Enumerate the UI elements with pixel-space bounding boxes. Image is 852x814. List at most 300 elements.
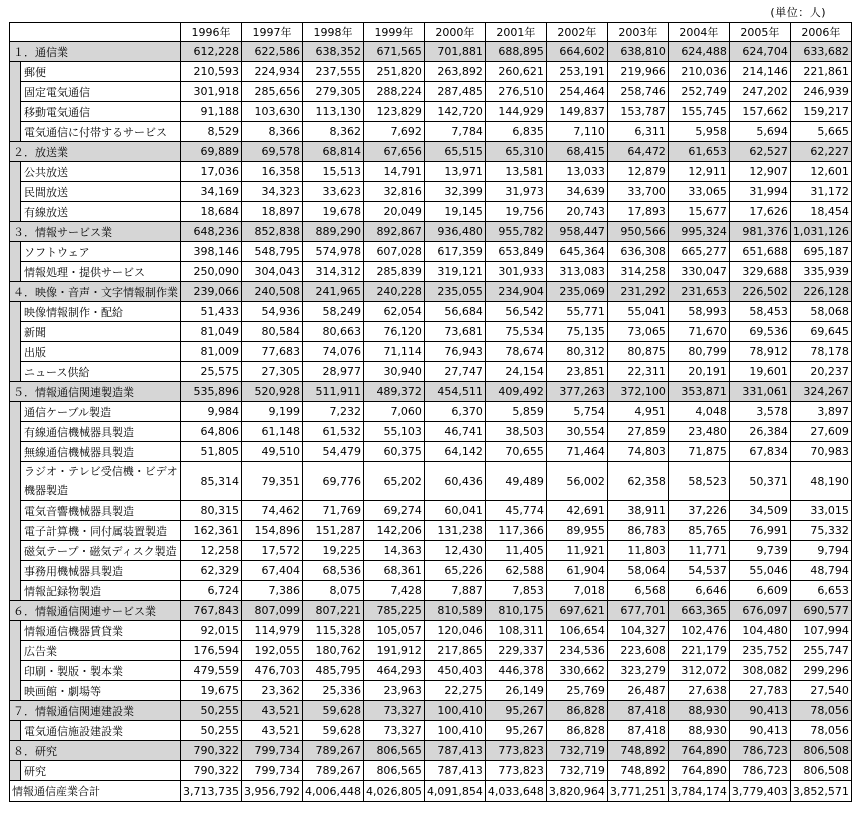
value-cell: 1,031,126 [790,222,851,242]
value-cell: 34,509 [729,501,790,521]
category-row [10,701,852,721]
value-cell: 4,006,448 [302,781,363,802]
value-cell: 617,359 [424,242,485,262]
value-cell: 80,315 [181,501,242,521]
value-cell: 69,536 [729,322,790,342]
subcategory-label: 情報通信機器賃貸業 [21,621,181,641]
table-row [10,462,852,501]
value-cell: 636,308 [607,242,668,262]
value-cell: 446,378 [485,661,546,681]
value-cell: 19,225 [302,541,363,561]
value-cell: 33,065 [668,182,729,202]
value-cell: 806,508 [790,761,851,781]
value-cell: 27,783 [729,681,790,701]
value-cell: 58,523 [668,462,729,501]
subcategory-label: 電気通信施設建設業 [21,721,181,741]
value-cell: 785,225 [363,601,424,621]
subcategory-label: 有線通信機械器具製造 [21,422,181,442]
value-cell: 65,226 [424,561,485,581]
table-row [10,162,852,182]
value-cell: 67,656 [363,142,424,162]
value-cell: 17,036 [181,162,242,182]
value-cell: 8,075 [302,581,363,601]
value-cell: 18,897 [241,202,302,222]
value-cell: 64,472 [607,142,668,162]
value-cell: 20,191 [668,362,729,382]
value-cell: 234,536 [546,641,607,661]
value-cell: 6,609 [729,581,790,601]
value-cell: 102,476 [668,621,729,641]
value-cell: 18,454 [790,202,851,222]
value-cell: 74,462 [241,501,302,521]
value-cell: 665,277 [668,242,729,262]
value-cell: 7,232 [302,402,363,422]
value-cell: 149,837 [546,102,607,122]
value-cell: 62,054 [363,302,424,322]
indent-cell [10,641,21,661]
value-cell: 955,782 [485,222,546,242]
value-cell: 372,100 [607,382,668,402]
value-cell: 25,336 [302,681,363,701]
value-cell: 574,978 [302,242,363,262]
value-cell: 210,036 [668,62,729,82]
value-cell: 74,076 [302,342,363,362]
value-cell: 8,362 [302,122,363,142]
indent-cell [10,162,21,182]
indent-cell [10,761,21,781]
value-cell: 7,110 [546,122,607,142]
value-cell: 7,692 [363,122,424,142]
value-cell: 624,488 [668,42,729,62]
value-cell: 235,752 [729,641,790,661]
value-cell: 314,258 [607,262,668,282]
value-cell: 32,399 [424,182,485,202]
value-cell: 27,609 [790,422,851,442]
value-cell: 159,217 [790,102,851,122]
value-cell: 26,149 [485,681,546,701]
value-cell: 162,361 [181,521,242,541]
value-cell: 54,537 [668,561,729,581]
value-cell: 767,843 [181,601,242,621]
value-cell: 981,376 [729,222,790,242]
value-cell: 45,774 [485,501,546,521]
value-cell: 255,747 [790,641,851,661]
value-cell: 377,263 [546,382,607,402]
table-row [10,362,852,382]
value-cell: 314,312 [302,262,363,282]
value-cell: 95,267 [485,721,546,741]
value-cell: 806,508 [790,741,851,761]
table-row [10,102,852,122]
value-cell: 60,041 [424,501,485,521]
table-row [10,422,852,442]
value-cell: 231,292 [607,282,668,302]
value-cell: 330,047 [668,262,729,282]
year-header: 1997年 [241,23,302,42]
value-cell: 6,646 [668,581,729,601]
value-cell: 690,577 [790,601,851,621]
indent-cell [10,322,21,342]
table-row [10,621,852,641]
value-cell: 450,403 [424,661,485,681]
subcategory-label: 民間放送 [21,182,181,202]
value-cell: 489,372 [363,382,424,402]
value-cell: 852,838 [241,222,302,242]
value-cell: 287,485 [424,82,485,102]
table-row [10,122,852,142]
value-cell: 32,816 [363,182,424,202]
value-cell: 789,267 [302,761,363,781]
table-row [10,501,852,521]
value-cell: 50,255 [181,701,242,721]
value-cell: 31,172 [790,182,851,202]
value-cell: 624,704 [729,42,790,62]
value-cell: 154,896 [241,521,302,541]
value-cell: 9,199 [241,402,302,422]
value-cell: 335,939 [790,262,851,282]
value-cell: 7,386 [241,581,302,601]
value-cell: 3,713,735 [181,781,242,802]
value-cell: 113,130 [302,102,363,122]
subcategory-label: 電気通信に付帯するサービス [21,122,181,142]
value-cell: 12,601 [790,162,851,182]
year-header: 2004年 [668,23,729,42]
table-row [10,62,852,82]
value-cell: 520,928 [241,382,302,402]
value-cell: 231,653 [668,282,729,302]
value-cell: 19,756 [485,202,546,222]
value-cell: 55,041 [607,302,668,322]
value-cell: 6,568 [607,581,668,601]
value-cell: 77,683 [241,342,302,362]
value-cell: 48,794 [790,561,851,581]
value-cell: 50,255 [181,721,242,741]
table-row [10,302,852,322]
value-cell: 80,875 [607,342,668,362]
value-cell: 219,966 [607,62,668,82]
table-row [10,761,852,781]
value-cell: 155,745 [668,102,729,122]
value-cell: 221,179 [668,641,729,661]
subcategory-label: ソフトウェア [21,242,181,262]
value-cell: 653,849 [485,242,546,262]
value-cell: 115,328 [302,621,363,641]
subcategory-label: 印刷・製版・製本業 [21,661,181,681]
value-cell: 50,371 [729,462,790,501]
subcategory-label: 映画館・劇場等 [21,681,181,701]
value-cell: 239,066 [181,282,242,302]
value-cell: 312,072 [668,661,729,681]
subcategory-label: 固定電気通信 [21,82,181,102]
value-cell: 226,128 [790,282,851,302]
value-cell: 30,554 [546,422,607,442]
category-label: １．通信業 [10,42,181,62]
value-cell: 49,510 [241,442,302,462]
value-cell: 19,601 [729,362,790,382]
indent-cell [10,462,21,501]
subcategory-label: 新聞 [21,322,181,342]
subcategory-label: 有線放送 [21,202,181,222]
value-cell: 61,653 [668,142,729,162]
value-cell: 810,589 [424,601,485,621]
value-cell: 23,963 [363,681,424,701]
value-cell: 936,480 [424,222,485,242]
value-cell: 246,939 [790,82,851,102]
value-cell: 62,329 [181,561,242,581]
year-header: 2003年 [607,23,668,42]
value-cell: 73,327 [363,701,424,721]
value-cell: 81,049 [181,322,242,342]
value-cell: 5,958 [668,122,729,142]
value-cell: 64,142 [424,442,485,462]
value-cell: 73,327 [363,721,424,741]
value-cell: 79,351 [241,462,302,501]
indent-cell [10,402,21,422]
value-cell: 80,584 [241,322,302,342]
value-cell: 7,853 [485,581,546,601]
value-cell: 285,839 [363,262,424,282]
year-header: 1998年 [302,23,363,42]
indent-cell [10,581,21,601]
value-cell: 950,566 [607,222,668,242]
table-row [10,402,852,422]
value-cell: 191,912 [363,641,424,661]
value-cell: 71,464 [546,442,607,462]
value-cell: 535,896 [181,382,242,402]
value-cell: 221,861 [790,62,851,82]
value-cell: 790,322 [181,761,242,781]
value-cell: 81,009 [181,342,242,362]
value-cell: 323,279 [607,661,668,681]
value-cell: 70,983 [790,442,851,462]
subcategory-label: 公共放送 [21,162,181,182]
category-row [10,601,852,621]
value-cell: 799,734 [241,761,302,781]
value-cell: 3,779,403 [729,781,790,802]
value-cell: 25,575 [181,362,242,382]
table-row [10,641,852,661]
value-cell: 677,701 [607,601,668,621]
value-cell: 786,723 [729,741,790,761]
value-cell: 65,515 [424,142,485,162]
value-cell: 59,628 [302,721,363,741]
value-cell: 5,754 [546,402,607,422]
table-row [10,561,852,581]
subcategory-label: 通信ケーブル製造 [21,402,181,422]
value-cell: 676,097 [729,601,790,621]
value-cell: 353,871 [668,382,729,402]
value-cell: 13,971 [424,162,485,182]
value-cell: 86,828 [546,701,607,721]
total-label: 情報通信産業合計 [10,781,181,802]
category-label: ８．研究 [10,741,181,761]
employment-table [9,22,852,802]
value-cell: 78,178 [790,342,851,362]
year-header: 1999年 [363,23,424,42]
table-row [10,581,852,601]
value-cell: 671,565 [363,42,424,62]
value-cell: 11,803 [607,541,668,561]
indent-cell [10,362,21,382]
value-cell: 87,418 [607,721,668,741]
category-label: ３．情報サービス業 [10,222,181,242]
value-cell: 31,994 [729,182,790,202]
value-cell: 151,287 [302,521,363,541]
value-cell: 607,028 [363,242,424,262]
value-cell: 235,055 [424,282,485,302]
value-cell: 6,311 [607,122,668,142]
value-cell: 6,653 [790,581,851,601]
total-row [10,781,852,802]
table-row [10,262,852,282]
subcategory-label: 広告業 [21,641,181,661]
value-cell: 454,511 [424,382,485,402]
value-cell: 285,656 [241,82,302,102]
value-cell: 117,366 [485,521,546,541]
value-cell: 61,532 [302,422,363,442]
value-cell: 49,489 [485,462,546,501]
value-cell: 18,684 [181,202,242,222]
value-cell: 75,534 [485,322,546,342]
value-cell: 56,002 [546,462,607,501]
value-cell: 645,364 [546,242,607,262]
value-cell: 11,921 [546,541,607,561]
value-cell: 51,805 [181,442,242,462]
indent-cell [10,342,21,362]
value-cell: 12,879 [607,162,668,182]
value-cell: 80,799 [668,342,729,362]
value-cell: 7,060 [363,402,424,422]
value-cell: 214,146 [729,62,790,82]
value-cell: 9,794 [790,541,851,561]
value-cell: 3,897 [790,402,851,422]
subcategory-label: ラジオ・テレビ受信機・ビデオ機器製造 [21,462,181,501]
value-cell: 479,559 [181,661,242,681]
value-cell: 235,069 [546,282,607,302]
value-cell: 22,311 [607,362,668,382]
value-cell: 748,892 [607,761,668,781]
value-cell: 20,049 [363,202,424,222]
value-cell: 701,881 [424,42,485,62]
value-cell: 9,739 [729,541,790,561]
year-header: 2005年 [729,23,790,42]
category-row [10,382,852,402]
value-cell: 17,893 [607,202,668,222]
value-cell: 61,904 [546,561,607,581]
value-cell: 69,645 [790,322,851,342]
value-cell: 68,536 [302,561,363,581]
value-cell: 73,065 [607,322,668,342]
value-cell: 7,018 [546,581,607,601]
value-cell: 773,823 [485,761,546,781]
value-cell: 54,936 [241,302,302,322]
value-cell: 329,688 [729,262,790,282]
table-row [10,442,852,462]
value-cell: 331,061 [729,382,790,402]
value-cell: 68,814 [302,142,363,162]
value-cell: 80,312 [546,342,607,362]
value-cell: 33,700 [607,182,668,202]
value-cell: 55,103 [363,422,424,442]
value-cell: 14,791 [363,162,424,182]
value-cell: 85,765 [668,521,729,541]
value-cell: 8,366 [241,122,302,142]
value-cell: 651,688 [729,242,790,262]
value-cell: 3,820,964 [546,781,607,802]
value-cell: 958,447 [546,222,607,242]
value-cell: 7,428 [363,581,424,601]
value-cell: 62,227 [790,142,851,162]
year-header: 2006年 [790,23,851,42]
indent-cell [10,102,21,122]
value-cell: 308,082 [729,661,790,681]
table-row [10,521,852,541]
value-cell: 27,859 [607,422,668,442]
category-row [10,222,852,242]
value-cell: 71,670 [668,322,729,342]
value-cell: 23,851 [546,362,607,382]
indent-cell [10,82,21,102]
value-cell: 799,734 [241,741,302,761]
value-cell: 612,228 [181,42,242,62]
value-cell: 80,663 [302,322,363,342]
value-cell: 73,681 [424,322,485,342]
value-cell: 3,852,571 [790,781,851,802]
value-cell: 106,654 [546,621,607,641]
value-cell: 697,621 [546,601,607,621]
table-row [10,342,852,362]
subcategory-label: 無線通信機械器具製造 [21,442,181,462]
value-cell: 58,993 [668,302,729,322]
value-cell: 20,743 [546,202,607,222]
value-cell: 237,555 [302,62,363,82]
value-cell: 58,064 [607,561,668,581]
value-cell: 43,521 [241,721,302,741]
value-cell: 786,723 [729,761,790,781]
value-cell: 78,056 [790,721,851,741]
value-cell: 4,026,805 [363,781,424,802]
value-cell: 3,771,251 [607,781,668,802]
value-cell: 68,415 [546,142,607,162]
value-cell: 9,984 [181,402,242,422]
value-cell: 90,413 [729,721,790,741]
value-cell: 19,678 [302,202,363,222]
subcategory-label: 映像情報制作・配給 [21,302,181,322]
value-cell: 46,741 [424,422,485,442]
value-cell: 764,890 [668,741,729,761]
category-row [10,42,852,62]
value-cell: 131,238 [424,521,485,541]
indent-cell [10,621,21,641]
value-cell: 464,293 [363,661,424,681]
value-cell: 108,311 [485,621,546,641]
value-cell: 240,508 [241,282,302,302]
value-cell: 476,703 [241,661,302,681]
value-cell: 65,202 [363,462,424,501]
value-cell: 638,810 [607,42,668,62]
value-cell: 288,224 [363,82,424,102]
indent-cell [10,202,21,222]
indent-cell [10,541,21,561]
category-label: ５．情報通信関連製造業 [10,382,181,402]
value-cell: 695,187 [790,242,851,262]
value-cell: 4,048 [668,402,729,422]
value-cell: 69,274 [363,501,424,521]
value-cell: 13,033 [546,162,607,182]
value-cell: 42,691 [546,501,607,521]
value-cell: 62,358 [607,462,668,501]
value-cell: 104,480 [729,621,790,641]
